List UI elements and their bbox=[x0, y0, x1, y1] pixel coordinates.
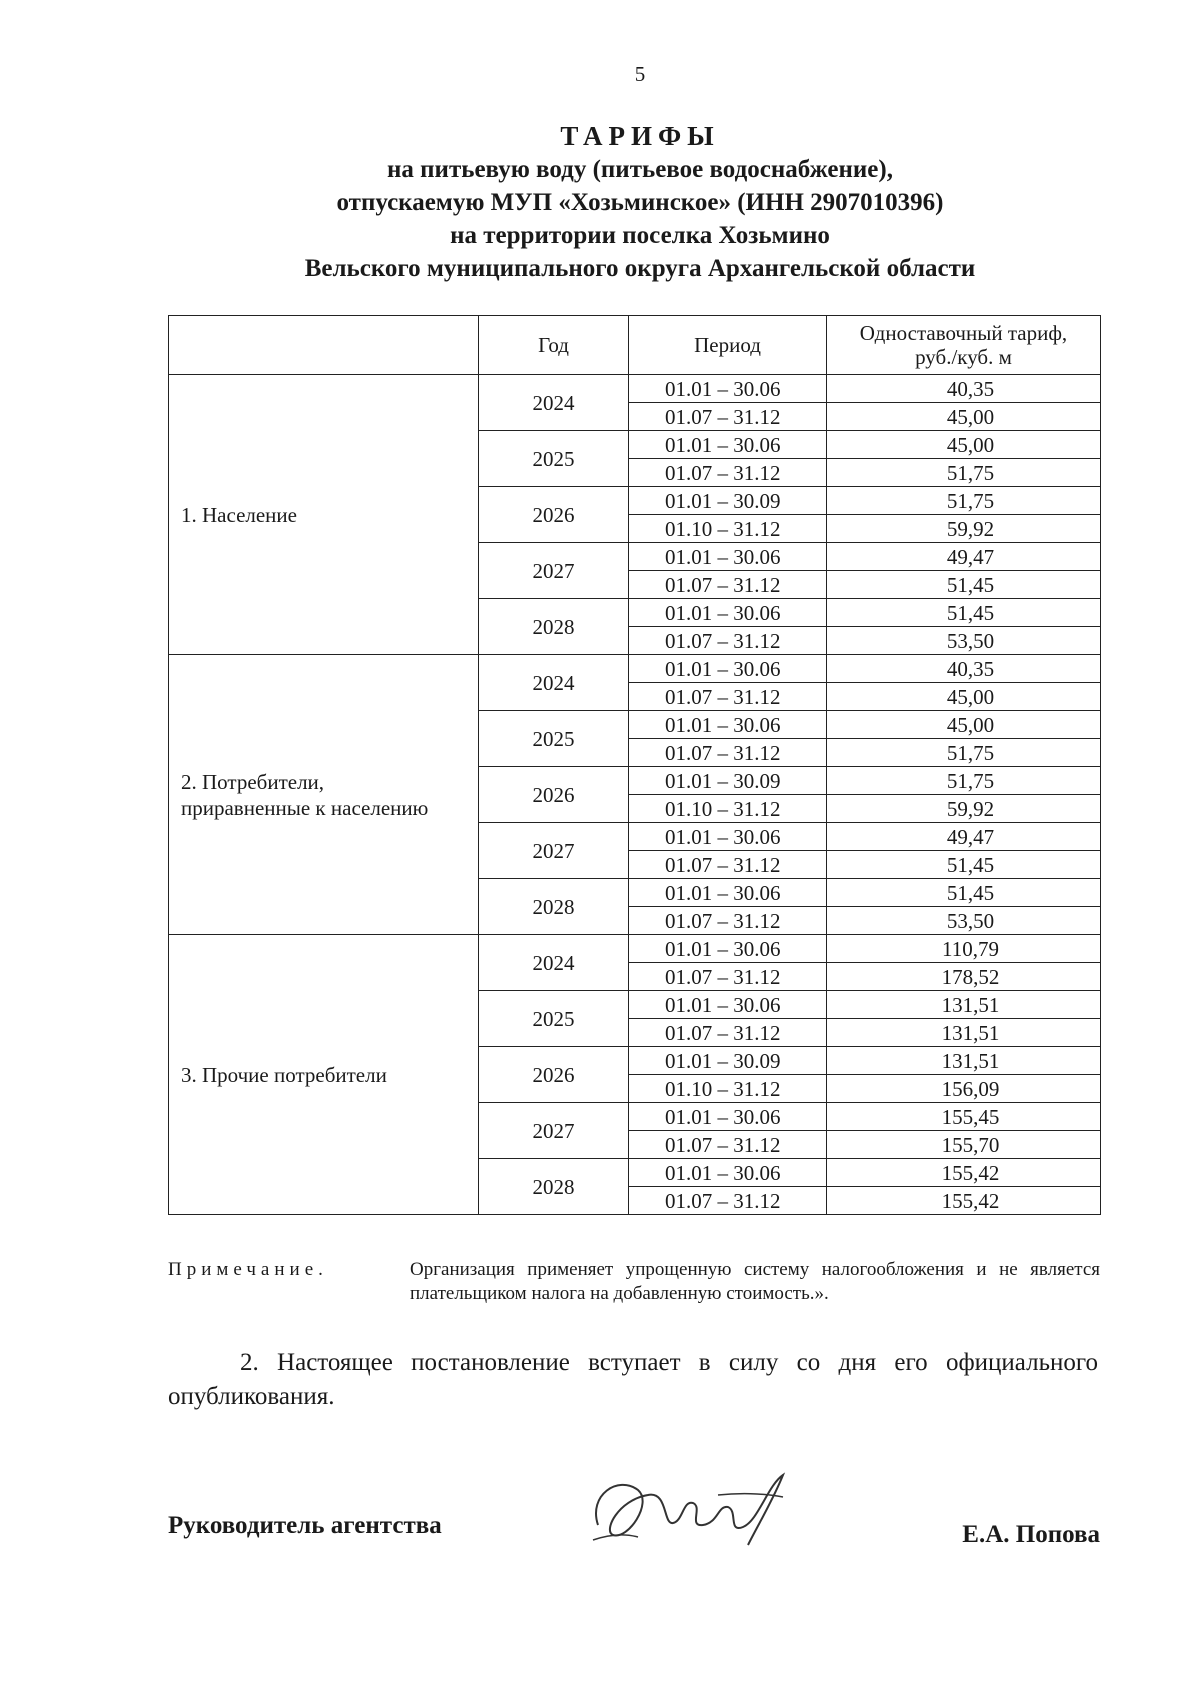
rate-cell: 51,45 bbox=[827, 571, 1101, 599]
title-line-4: Вельского муниципального округа Архангельской области bbox=[304, 255, 976, 282]
handwritten-signature bbox=[578, 1455, 798, 1565]
period-cell: 01.07 – 31.12 bbox=[629, 459, 827, 487]
rate-cell: 155,45 bbox=[827, 1103, 1101, 1131]
rate-cell: 51,45 bbox=[827, 599, 1101, 627]
table-row bbox=[169, 655, 1101, 683]
title-main: ТАРИФЫ bbox=[560, 121, 720, 151]
period-cell: 01.01 – 30.06 bbox=[629, 1159, 827, 1187]
year-cell: 2026 bbox=[479, 1047, 629, 1103]
period-cell: 01.07 – 31.12 bbox=[629, 683, 827, 711]
clause-2: 2. Настоящее постановление вступает в силу со дня его официального опубликования. bbox=[168, 1349, 1098, 1410]
period-cell: 01.07 – 31.12 bbox=[629, 907, 827, 935]
rate-cell: 51,75 bbox=[827, 767, 1101, 795]
rate-cell: 131,51 bbox=[827, 1047, 1101, 1075]
period-cell: 01.07 – 31.12 bbox=[629, 739, 827, 767]
period-cell: 01.01 – 30.06 bbox=[629, 543, 827, 571]
rate-cell: 40,35 bbox=[827, 375, 1101, 403]
note-text: Организация применяет упрощенную систему налогообложения и не является плательщиком налога на добавленную стоимость.». bbox=[410, 1259, 1100, 1304]
year-cell: 2025 bbox=[479, 991, 629, 1047]
header-period: Период bbox=[629, 316, 827, 375]
rate-cell: 45,00 bbox=[827, 431, 1101, 459]
period-cell: 01.01 – 30.06 bbox=[629, 879, 827, 907]
rate-cell: 110,79 bbox=[827, 935, 1101, 963]
document-title bbox=[250, 120, 1030, 285]
rate-cell: 51,75 bbox=[827, 459, 1101, 487]
rate-cell: 155,42 bbox=[827, 1187, 1101, 1215]
note-label: Примечание. bbox=[168, 1259, 328, 1280]
category-label-line-2: приравненные к населению bbox=[181, 795, 429, 820]
header-rate-line-1: Одноставочный тариф, bbox=[859, 321, 1068, 345]
category-label-line-1: 2. Потребители, bbox=[181, 769, 325, 794]
year-cell: 2025 bbox=[479, 711, 629, 767]
table-header-row bbox=[169, 316, 1101, 375]
rate-cell: 59,92 bbox=[827, 795, 1101, 823]
period-cell: 01.10 – 31.12 bbox=[629, 1075, 827, 1103]
rate-cell: 45,00 bbox=[827, 711, 1101, 739]
year-cell: 2026 bbox=[479, 487, 629, 543]
rate-cell: 155,42 bbox=[827, 1159, 1101, 1187]
rate-cell: 51,75 bbox=[827, 739, 1101, 767]
year-cell: 2027 bbox=[479, 543, 629, 599]
rate-cell: 53,50 bbox=[827, 627, 1101, 655]
period-cell: 01.07 – 31.12 bbox=[629, 1019, 827, 1047]
period-cell: 01.01 – 30.06 bbox=[629, 991, 827, 1019]
category-label-line-1: 1. Население bbox=[181, 502, 297, 527]
rate-cell: 59,92 bbox=[827, 515, 1101, 543]
signer-position: Руководитель агентства bbox=[168, 1512, 442, 1539]
period-cell: 01.01 – 30.09 bbox=[629, 1047, 827, 1075]
period-cell: 01.07 – 31.12 bbox=[629, 627, 827, 655]
rate-cell: 45,00 bbox=[827, 683, 1101, 711]
signer-name: Е.А. Попова bbox=[962, 1521, 1100, 1548]
period-cell: 01.01 – 30.06 bbox=[629, 711, 827, 739]
period-cell: 01.07 – 31.12 bbox=[629, 851, 827, 879]
year-cell: 2027 bbox=[479, 1103, 629, 1159]
tariff-table bbox=[168, 315, 1101, 1215]
header-category bbox=[169, 316, 479, 375]
year-cell: 2025 bbox=[479, 431, 629, 487]
rate-cell: 155,70 bbox=[827, 1131, 1101, 1159]
period-cell: 01.07 – 31.12 bbox=[629, 571, 827, 599]
year-cell: 2028 bbox=[479, 879, 629, 935]
table-row bbox=[169, 375, 1101, 403]
year-cell: 2028 bbox=[479, 599, 629, 655]
rate-cell: 53,50 bbox=[827, 907, 1101, 935]
period-cell: 01.01 – 30.06 bbox=[629, 823, 827, 851]
page-number: 5 bbox=[634, 62, 646, 86]
period-cell: 01.01 – 30.06 bbox=[629, 1103, 827, 1131]
rate-cell: 51,45 bbox=[827, 851, 1101, 879]
rate-cell: 49,47 bbox=[827, 543, 1101, 571]
year-cell: 2024 bbox=[479, 935, 629, 991]
rate-cell: 131,51 bbox=[827, 991, 1101, 1019]
rate-cell: 51,45 bbox=[827, 879, 1101, 907]
header-year: Год bbox=[479, 316, 629, 375]
period-cell: 01.07 – 31.12 bbox=[629, 963, 827, 991]
rate-cell: 156,09 bbox=[827, 1075, 1101, 1103]
period-cell: 01.01 – 30.06 bbox=[629, 375, 827, 403]
category-label-line-1: 3. Прочие потребители bbox=[181, 1062, 387, 1087]
category-cell bbox=[169, 935, 479, 1215]
header-rate-line-2: руб./куб. м bbox=[915, 345, 1012, 369]
rate-cell: 40,35 bbox=[827, 655, 1101, 683]
rate-cell: 45,00 bbox=[827, 403, 1101, 431]
year-cell: 2028 bbox=[479, 1159, 629, 1215]
period-cell: 01.07 – 31.12 bbox=[629, 1187, 827, 1215]
title-line-2: отпускаемую МУП «Хозьминское» (ИНН 2907010396) bbox=[336, 189, 944, 216]
period-cell: 01.01 – 30.09 bbox=[629, 767, 827, 795]
title-line-1: на питьевую воду (питьевое водоснабжение), bbox=[387, 156, 893, 183]
period-cell: 01.01 – 30.06 bbox=[629, 431, 827, 459]
year-cell: 2024 bbox=[479, 375, 629, 431]
year-cell: 2024 bbox=[479, 655, 629, 711]
category-cell bbox=[169, 655, 479, 935]
year-cell: 2027 bbox=[479, 823, 629, 879]
period-cell: 01.07 – 31.12 bbox=[629, 403, 827, 431]
period-cell: 01.01 – 30.09 bbox=[629, 487, 827, 515]
rate-cell: 178,52 bbox=[827, 963, 1101, 991]
period-cell: 01.07 – 31.12 bbox=[629, 1131, 827, 1159]
year-cell: 2026 bbox=[479, 767, 629, 823]
rate-cell: 49,47 bbox=[827, 823, 1101, 851]
header-rate bbox=[827, 316, 1101, 375]
rate-cell: 131,51 bbox=[827, 1019, 1101, 1047]
table-row bbox=[169, 935, 1101, 963]
period-cell: 01.01 – 30.06 bbox=[629, 599, 827, 627]
rate-cell: 51,75 bbox=[827, 487, 1101, 515]
title-line-3: на территории поселка Хозьмино bbox=[450, 222, 830, 249]
period-cell: 01.10 – 31.12 bbox=[629, 515, 827, 543]
period-cell: 01.10 – 31.12 bbox=[629, 795, 827, 823]
category-cell bbox=[169, 375, 479, 655]
period-cell: 01.01 – 30.06 bbox=[629, 935, 827, 963]
period-cell: 01.01 – 30.06 bbox=[629, 655, 827, 683]
